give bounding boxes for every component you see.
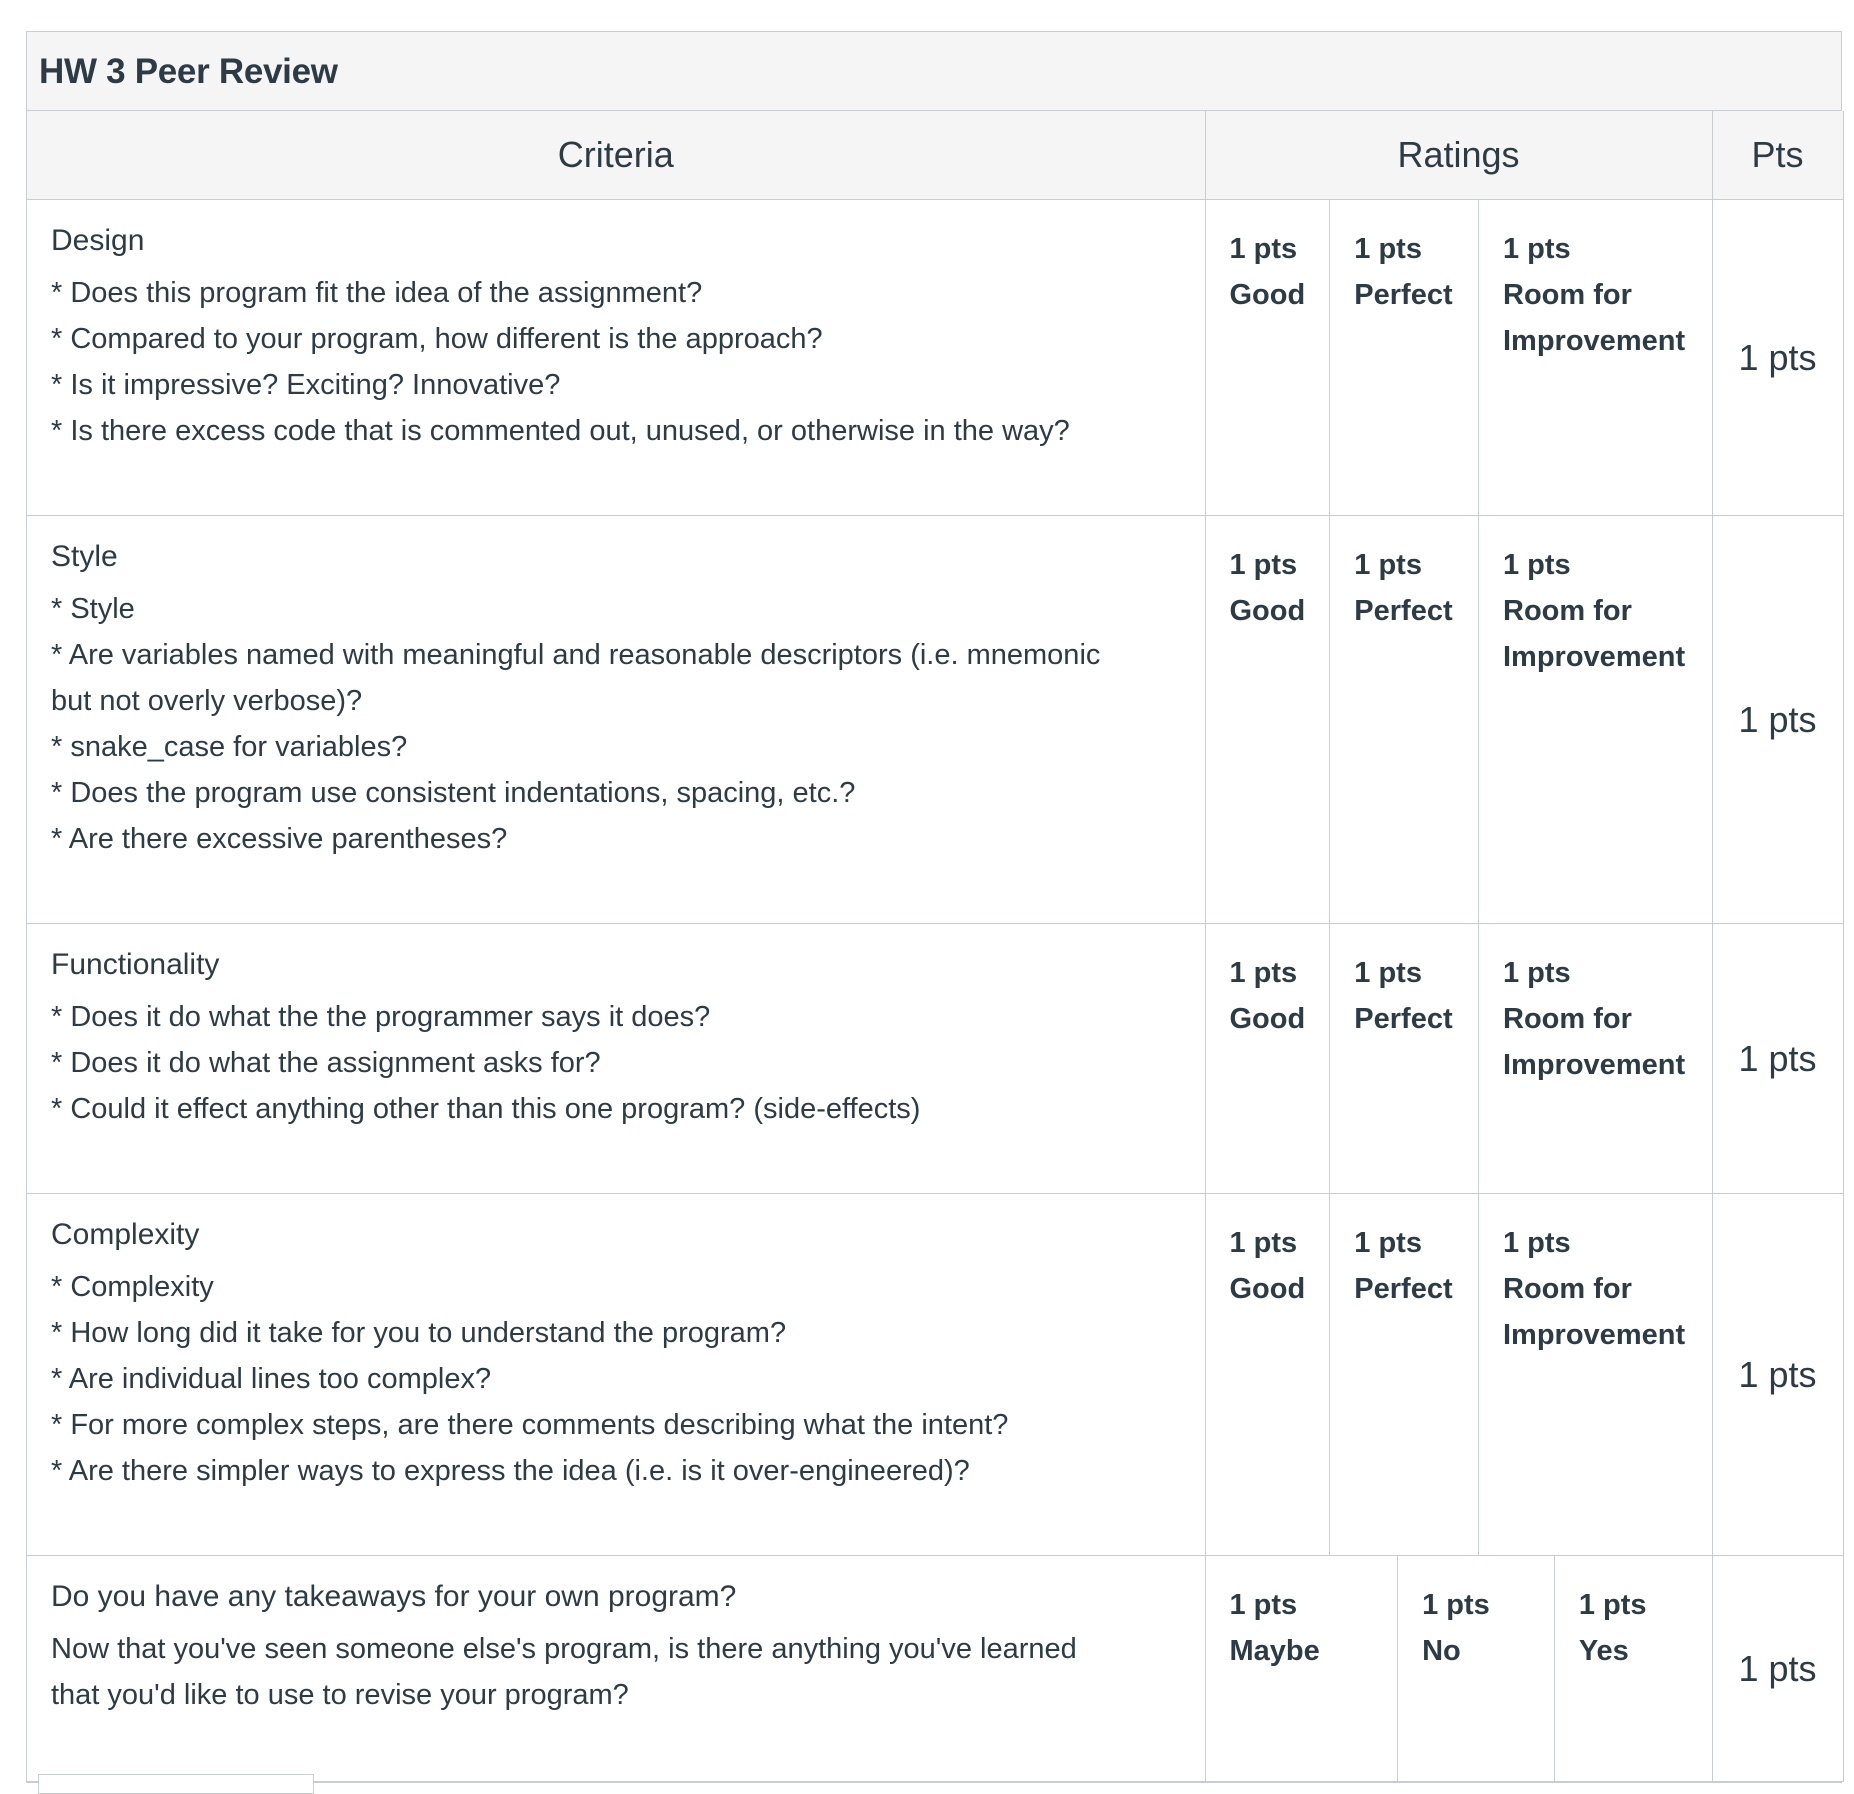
criterion-row — [27, 200, 1843, 516]
rubric-table — [26, 31, 1842, 1783]
rating-option[interactable] — [1206, 924, 1331, 1193]
rating-option[interactable] — [1398, 1556, 1555, 1781]
criterion-title: Design — [51, 224, 145, 257]
rating-points: 1 pts — [1354, 233, 1422, 265]
rating-description: Good — [1229, 1273, 1306, 1305]
criterion-cell — [27, 1194, 1205, 1556]
ratings-cell — [1205, 1556, 1712, 1782]
criterion-line: * Does this program fit the idea of the assignment? — [51, 277, 703, 309]
rating-points: 1 pts — [1422, 1589, 1490, 1621]
criterion-line: * Complexity — [51, 1271, 214, 1303]
rating-points: 1 pts — [1503, 549, 1571, 581]
rating-option[interactable] — [1479, 200, 1712, 515]
criterion-line: Now that you've seen someone else's program, is there anything you've learned — [51, 1633, 1077, 1665]
criterion-title: Complexity — [51, 1218, 200, 1251]
criterion-line: * For more complex steps, are there comments describing what the intent? — [51, 1409, 1009, 1441]
rating-description: Maybe — [1229, 1635, 1320, 1667]
criterion-row — [27, 516, 1843, 924]
rating-option[interactable] — [1330, 200, 1479, 515]
criterion-line: * Style — [51, 593, 135, 625]
rating-option[interactable] — [1206, 516, 1331, 923]
rating-description: Room for — [1503, 1003, 1632, 1035]
criterion-line: * Are there excessive parentheses? — [51, 823, 508, 855]
rating-description: Room for — [1503, 1273, 1632, 1305]
criterion-points: 1 pts — [1712, 516, 1843, 924]
rating-option[interactable] — [1206, 1194, 1331, 1555]
criterion-line: * Compared to your program, how different is the approach? — [51, 323, 823, 355]
rating-points: 1 pts — [1229, 1227, 1298, 1259]
criterion-cell — [27, 1556, 1205, 1782]
criterion-line: * snake_case for variables? — [51, 731, 408, 763]
criterion-cell — [27, 516, 1205, 924]
rating-points: 1 pts — [1229, 549, 1298, 581]
rating-option[interactable] — [1206, 200, 1331, 515]
rating-points: 1 pts — [1229, 957, 1298, 989]
criterion-row — [27, 924, 1843, 1194]
rating-description: Perfect — [1354, 595, 1453, 627]
rating-option[interactable] — [1330, 516, 1479, 923]
criterion-title: Style — [51, 540, 118, 573]
criterion-points: 1 pts — [1712, 200, 1843, 516]
criterion-description — [27, 516, 1205, 862]
criterion-description — [27, 200, 1205, 454]
criterion-line: * Does it do what the the programmer says it does? — [51, 1001, 711, 1033]
criterion-description — [27, 924, 1205, 1132]
rating-description: Room for — [1503, 595, 1632, 627]
ratings-header: Ratings — [1205, 111, 1712, 200]
rating-description: Good — [1229, 595, 1306, 627]
rating-points: 1 pts — [1354, 957, 1422, 989]
criterion-line: but not overly verbose)? — [51, 685, 363, 717]
rating-option[interactable] — [1330, 924, 1479, 1193]
rating-description: Improvement — [1503, 1049, 1686, 1081]
criterion-line: * Are variables named with meaningful and reasonable descriptors (i.e. mnemonic — [51, 639, 1101, 671]
rating-points: 1 pts — [1578, 1589, 1647, 1621]
rating-description: Good — [1229, 279, 1306, 311]
ratings-cell — [1205, 200, 1712, 516]
rating-description: Improvement — [1503, 1319, 1686, 1351]
criterion-points: 1 pts — [1712, 924, 1843, 1194]
criterion-line: * Does the program use consistent indentations, spacing, etc.? — [51, 777, 856, 809]
bottom-control-edge — [38, 1774, 314, 1794]
pts-header: Pts — [1712, 111, 1843, 200]
rating-description: No — [1422, 1635, 1461, 1667]
rating-points: 1 pts — [1229, 233, 1298, 265]
criterion-cell — [27, 924, 1205, 1194]
rubric-grid — [27, 111, 1844, 1782]
rubric-title: HW 3 Peer Review — [27, 32, 1842, 111]
header-row — [27, 111, 1843, 200]
rating-description: Perfect — [1354, 1273, 1453, 1305]
rating-description: Perfect — [1354, 279, 1453, 311]
criterion-line: * Is there excess code that is commented out, unused, or otherwise in the way? — [51, 415, 1070, 447]
criterion-line: * Are there simpler ways to express the idea (i.e. is it over-engineered)? — [51, 1455, 970, 1487]
ratings-cell — [1205, 924, 1712, 1194]
criterion-description — [27, 1556, 1205, 1718]
rating-option[interactable] — [1330, 1194, 1479, 1555]
rating-description: Improvement — [1503, 641, 1686, 673]
rating-option[interactable] — [1206, 1556, 1399, 1781]
rating-description: Good — [1229, 1003, 1306, 1035]
criterion-description — [27, 1194, 1205, 1494]
criterion-title: Do you have any takeaways for your own program? — [51, 1580, 737, 1613]
criterion-row — [27, 1556, 1843, 1782]
criteria-header: Criteria — [27, 111, 1205, 200]
rating-description: Improvement — [1503, 325, 1686, 357]
rating-points: 1 pts — [1503, 233, 1571, 265]
rating-option[interactable] — [1479, 516, 1712, 923]
rating-points: 1 pts — [1354, 1227, 1422, 1259]
criterion-title: Functionality — [51, 948, 220, 981]
criterion-line: * How long did it take for you to understand the program? — [51, 1317, 787, 1349]
criterion-row — [27, 1194, 1843, 1556]
rating-option[interactable] — [1479, 1194, 1712, 1555]
rating-description: Yes — [1578, 1635, 1629, 1667]
criterion-points: 1 pts — [1712, 1556, 1843, 1782]
rating-option[interactable] — [1479, 924, 1712, 1193]
criterion-line: * Are individual lines too complex? — [51, 1363, 492, 1395]
rating-option[interactable] — [1555, 1556, 1712, 1781]
criterion-line: * Does it do what the assignment asks for? — [51, 1047, 601, 1079]
criterion-points: 1 pts — [1712, 1194, 1843, 1556]
rating-points: 1 pts — [1503, 1227, 1571, 1259]
rating-description: Room for — [1503, 279, 1632, 311]
criterion-cell — [27, 200, 1205, 516]
rating-description: Perfect — [1354, 1003, 1453, 1035]
criterion-line: that you'd like to use to revise your program? — [51, 1679, 629, 1711]
rating-points: 1 pts — [1503, 957, 1571, 989]
ratings-cell — [1205, 1194, 1712, 1556]
rating-points: 1 pts — [1229, 1589, 1298, 1621]
criterion-line: * Is it impressive? Exciting? Innovative? — [51, 369, 561, 401]
criterion-line: * Could it effect anything other than this one program? (side-effects) — [51, 1093, 921, 1125]
ratings-cell — [1205, 516, 1712, 924]
rating-points: 1 pts — [1354, 549, 1422, 581]
